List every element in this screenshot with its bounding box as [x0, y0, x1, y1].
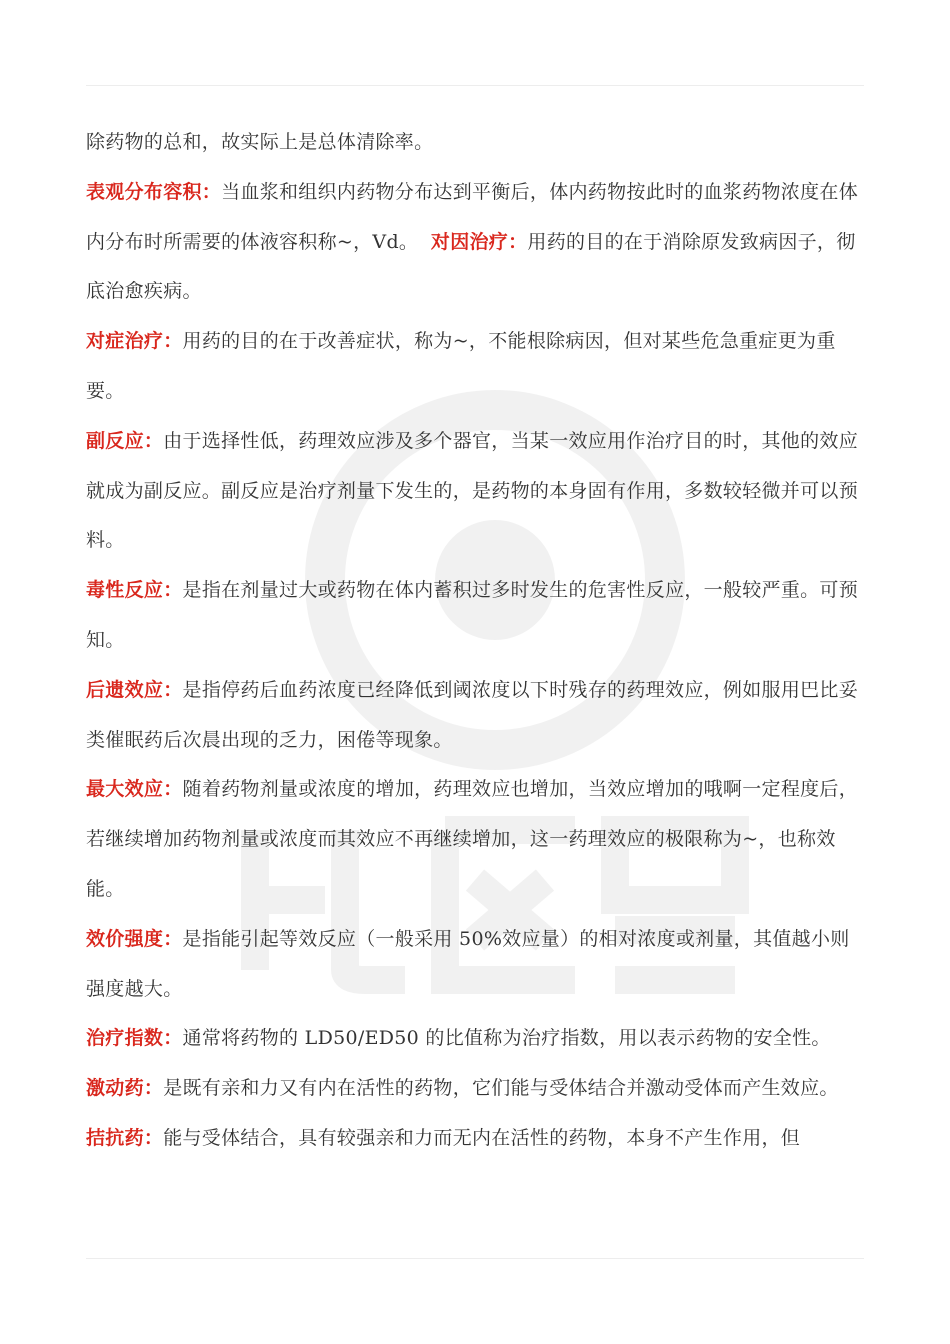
paragraph-apparent-volume [86, 168, 862, 317]
paragraph-side-effect [86, 417, 862, 566]
paragraph-text: 用药的目的在于消除原发致病因子，彻底治愈疾病。 [86, 230, 856, 303]
paragraph-continuation [86, 118, 862, 168]
paragraph-symptomatic-treatment [86, 317, 862, 417]
term-label: 治疗指数： [86, 1027, 183, 1050]
term-label: 毒性反应： [86, 579, 183, 602]
term-label: 拮抗药： [86, 1126, 164, 1149]
paragraph-text: 随着药物剂量或浓度的增加，药理效应也增加，当效应增加的哦啊一定程度后，若继续增加药物剂量或浓度而其效应不再继续增加，这一药理效应的极限称为~，也称效能。 [86, 778, 859, 900]
paragraph-text: 是指停药后血药浓度已经降低到阈浓度以下时残存的药理效应，例如服用巴比妥类催眠药后次晨出现的乏力，困倦等现象。 [86, 678, 859, 751]
document-body [86, 118, 862, 1164]
term-label: 表观分布容积： [86, 180, 222, 203]
paragraph-text: 当血浆和组织内药物分布达到平衡后，体内药物按此时的血浆药物浓度在体内分布时所需要的体液容积称~，Vd。 [86, 180, 859, 253]
paragraph-potency [86, 915, 862, 1015]
term-label: 最大效应： [86, 778, 183, 801]
term-label: 激动药： [86, 1077, 164, 1100]
paragraph-toxic-reaction [86, 566, 862, 666]
paragraph-maximal-efficacy [86, 765, 862, 914]
term-label: 对症治疗： [86, 330, 183, 353]
term-label: 对因治疗： [430, 230, 528, 253]
header-rule [86, 85, 864, 86]
footer-rule [86, 1258, 864, 1259]
paragraph-agonist [86, 1064, 862, 1114]
paragraph-text: 通常将药物的 LD50/ED50 的比值称为治疗指数，用以表示药物的安全性。 [182, 1027, 831, 1050]
paragraph-therapeutic-index [86, 1014, 862, 1064]
paragraph-text: 是既有亲和力又有内在活性的药物，它们能与受体结合并激动受体而产生效应。 [163, 1077, 839, 1100]
paragraph-text: 用药的目的在于改善症状，称为~，不能根除病因，但对某些危急重症更为重要。 [86, 330, 836, 402]
paragraph-text: 由于选择性低，药理效应涉及多个器官，当某一效应用作治疗目的时，其他的效应就成为副反应。副反应是治疗剂量下发生的，是药物的本身固有作用，多数较轻微并可以预料。 [86, 429, 859, 552]
term-label: 后遗效应： [86, 678, 183, 701]
paragraph-text: 是指在剂量过大或药物在体内蓄积过多时发生的危害性反应，一般较严重。可预知。 [86, 579, 859, 651]
paragraph-text: 是指能引起等效反应（一般采用 50%效应量）的相对浓度或剂量，其值越小则强度越大。 [86, 927, 850, 1000]
term-label: 效价强度： [86, 927, 183, 950]
paragraph-antagonist [86, 1114, 862, 1164]
paragraph-residual-effect [86, 666, 862, 766]
term-label: 副反应： [86, 429, 164, 452]
paragraph-text: 能与受体结合，具有较强亲和力而无内在活性的药物，本身不产生作用，但 [163, 1126, 801, 1149]
paragraph-text: 除药物的总和，故实际上是总体清除率。 [86, 131, 434, 153]
